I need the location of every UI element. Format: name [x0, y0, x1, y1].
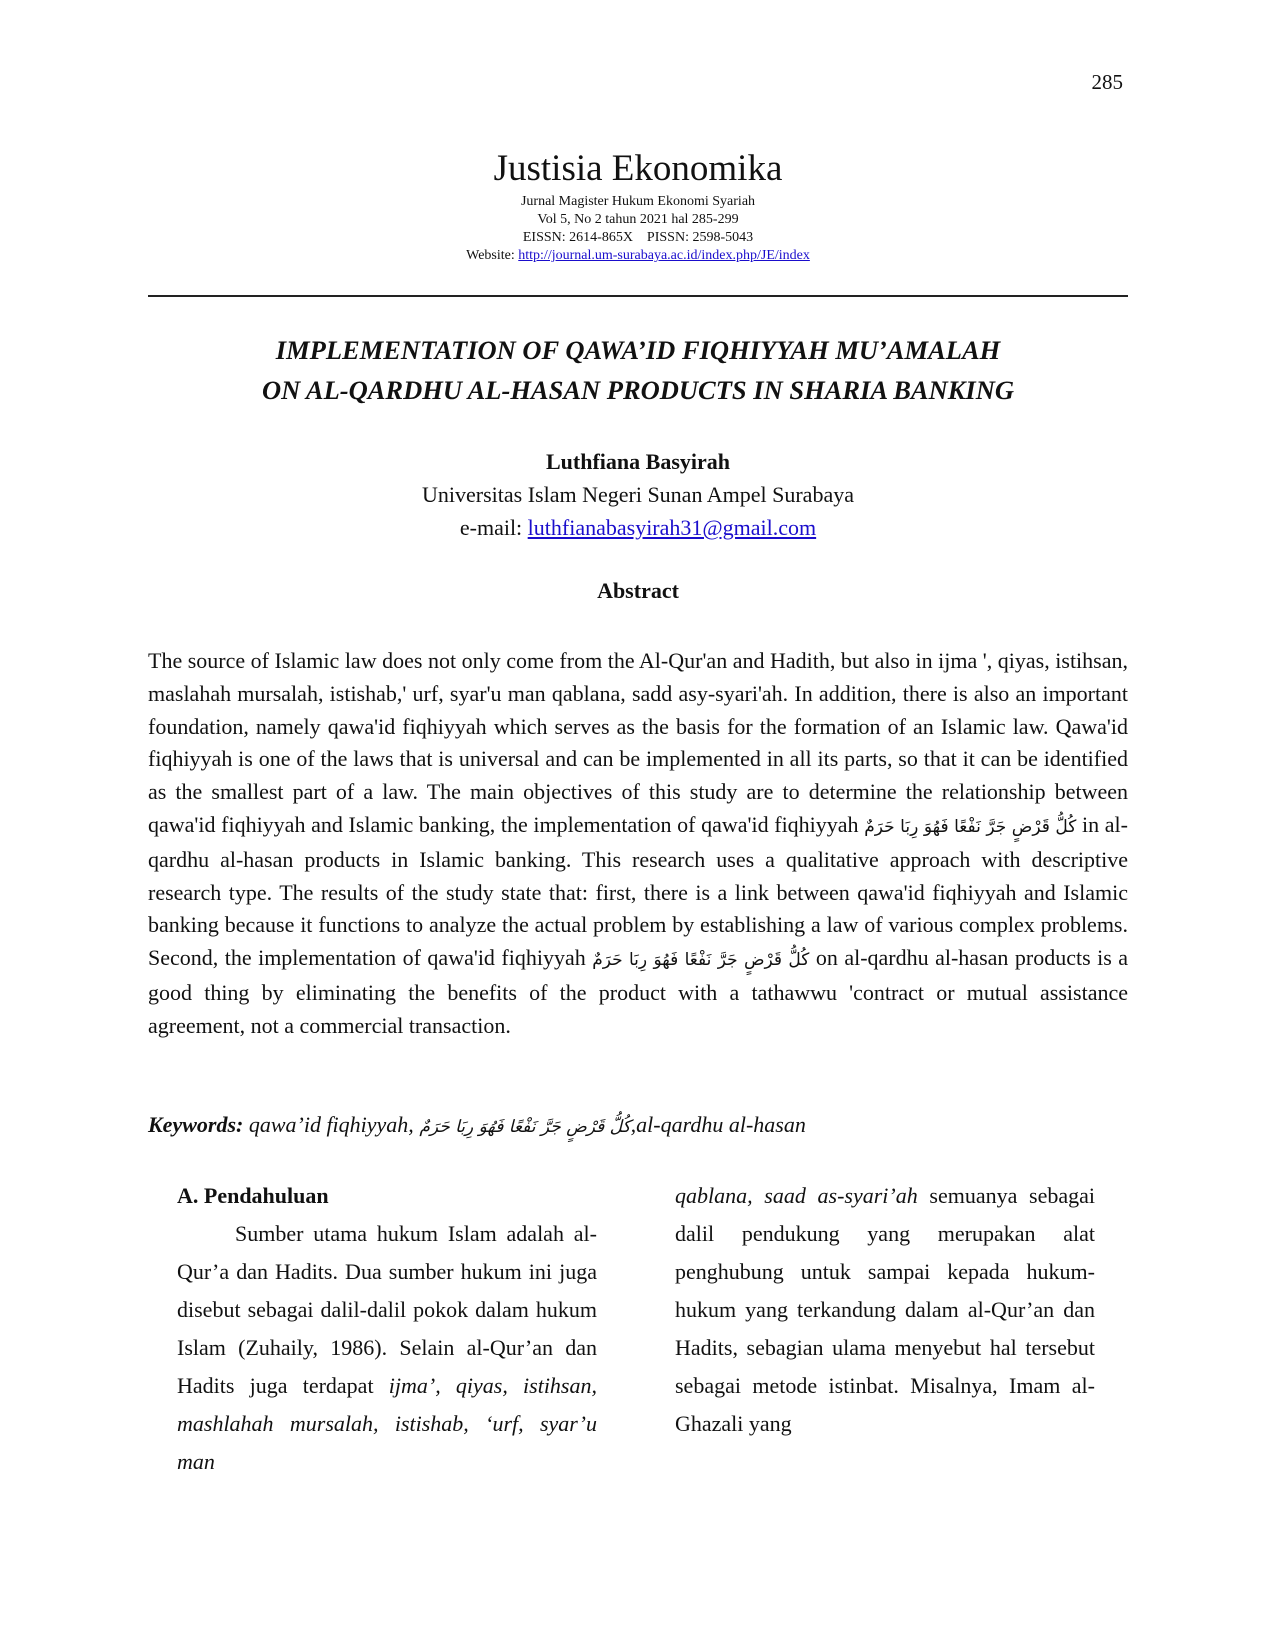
- keyword-2: ,al-qardhu al-hasan: [630, 1112, 806, 1137]
- paper-title: [148, 330, 1128, 410]
- website-link[interactable]: http://journal.um-surabaya.ac.id/index.php/JE/index: [518, 248, 810, 264]
- abstract-heading: Abstract: [597, 578, 679, 603]
- author-block: [148, 445, 1128, 544]
- abstract-text-3: on al-qardhu al-hasan products is a good thing by eliminating the benefits of the product with a tathawwu 'contract or mutual assistance agreement, not a commercial transaction.: [148, 945, 1129, 1038]
- journal-meta: [148, 193, 1128, 266]
- author-name: Luthfiana Basyirah: [546, 449, 730, 474]
- left-text: Sumber utama hukum Islam adalah al-Qur’a dan Hadits. Dua sumber hukum ini juga disebut sebagai dalil-dalil pokok dalam hukum Islam (Zuhaily, 1986). Selain al-Qur’an dan Hadits juga terdapat: [177, 1221, 597, 1398]
- abstract-arabic-1: كُلُّ قَرْضٍ جَرَّ نَفْعًا فَهُوَ رِبَا حَرَمٌ: [864, 816, 1077, 837]
- email-label: e-mail:: [459, 515, 528, 540]
- journal-volume: Vol 5, No 2 tahun 2021 hal 285-299: [537, 212, 739, 228]
- body-column-right: [675, 1177, 1095, 1443]
- journal-website: [148, 247, 1128, 265]
- journal-issn: EISSN: 2614-865X PISSN: 2598-5043: [522, 230, 754, 246]
- abstract-body: [148, 645, 1128, 1043]
- journal-subtitle: Jurnal Magister Hukum Ekonomi Syariah: [520, 193, 756, 209]
- keyword-arabic: كُلُّ قَرْضٍ جَرَّ نَفْعًا فَهُوَ رِبَا حَرَمٌ: [419, 1117, 631, 1137]
- author-email-line: [148, 511, 1128, 544]
- paper-title-line-2: ON AL-QARDHU AL-HASAN PRODUCTS IN SHARIA BANKING: [262, 375, 1014, 405]
- body-column-left: [177, 1177, 597, 1481]
- keywords-label: Keywords:: [148, 1112, 244, 1137]
- abstract-text-1: The source of Islamic law does not only come from the Al-Qur'an and Hadith, but also in ijma ', qiyas, istihsan, maslahah mursalah, istishab,' urf, syar'u man qablana, sadd asy-syari'ah. In addition, there is also an important foundation, namely qawa'id fiqhiyyah which serves as the basis for the formation of an Islamic law. Qawa'id fiqhiyyah is one of the laws that is universal and can be implemented in all its parts, so that it can be identified as the smallest part of a law. The main objectives of this study are to determine the relationship between qawa'id fiqhiyyah and Islamic banking, the implementation of qawa'id fiqhiyyah: [148, 648, 1128, 837]
- keyword-1: qawa’id fiqhiyyah,: [248, 1112, 414, 1137]
- header-divider: [148, 295, 1128, 297]
- paper-title-line-1: IMPLEMENTATION OF QAWA’ID FIQHIYYAH MU’AMALAH: [275, 335, 1001, 365]
- right-text: semuanya sebagai dalil pendukung yang merupakan alat penghubung untuk sampai kepada hukum-hukum yang terkandung dalam al-Qur’an dan Hadits, sebagian ulama menyebut hal tersebut sebagai metode istinbat. Misalnya, Imam al-Ghazali yang: [675, 1183, 1096, 1436]
- section-heading: A. Pendahuluan: [177, 1183, 329, 1208]
- journal-header: [148, 150, 1128, 266]
- email-link[interactable]: luthfianabasyirah31@gmail.com: [527, 515, 817, 540]
- keywords-line: [148, 1112, 1128, 1138]
- body-paragraph-right: [675, 1177, 1095, 1443]
- website-label: Website:: [466, 248, 519, 264]
- page-number: 285: [1091, 70, 1123, 94]
- right-italic-text: qablana, saad as-syari’ah: [675, 1183, 918, 1208]
- author-affiliation: Universitas Islam Negeri Sunan Ampel Surabaya: [422, 482, 854, 507]
- body-paragraph-left: [177, 1215, 597, 1481]
- left-italic-text: ijma’, qiyas, istihsan, mashlahah mursalah, istishab, ‘urf, syar’u man: [177, 1373, 597, 1474]
- abstract-arabic-2: كُلُّ قَرْضٍ جَرَّ نَفْعًا فَهُوَ رِبَا حَرَمٌ: [592, 950, 810, 971]
- abstract-text-2: in al-qardhu al-hasan products in Islamic banking. This research uses a qualitative approach with descriptive research type. The results of the study state that: first, there is a link between qawa'id fiqhiyyah and Islamic banking because it functions to analyze the actual problem by establishing a law of various complex problems. Second, the implementation of qawa'id fiqhiyyah: [148, 811, 1128, 971]
- journal-title: Justisia Ekonomika: [493, 148, 783, 189]
